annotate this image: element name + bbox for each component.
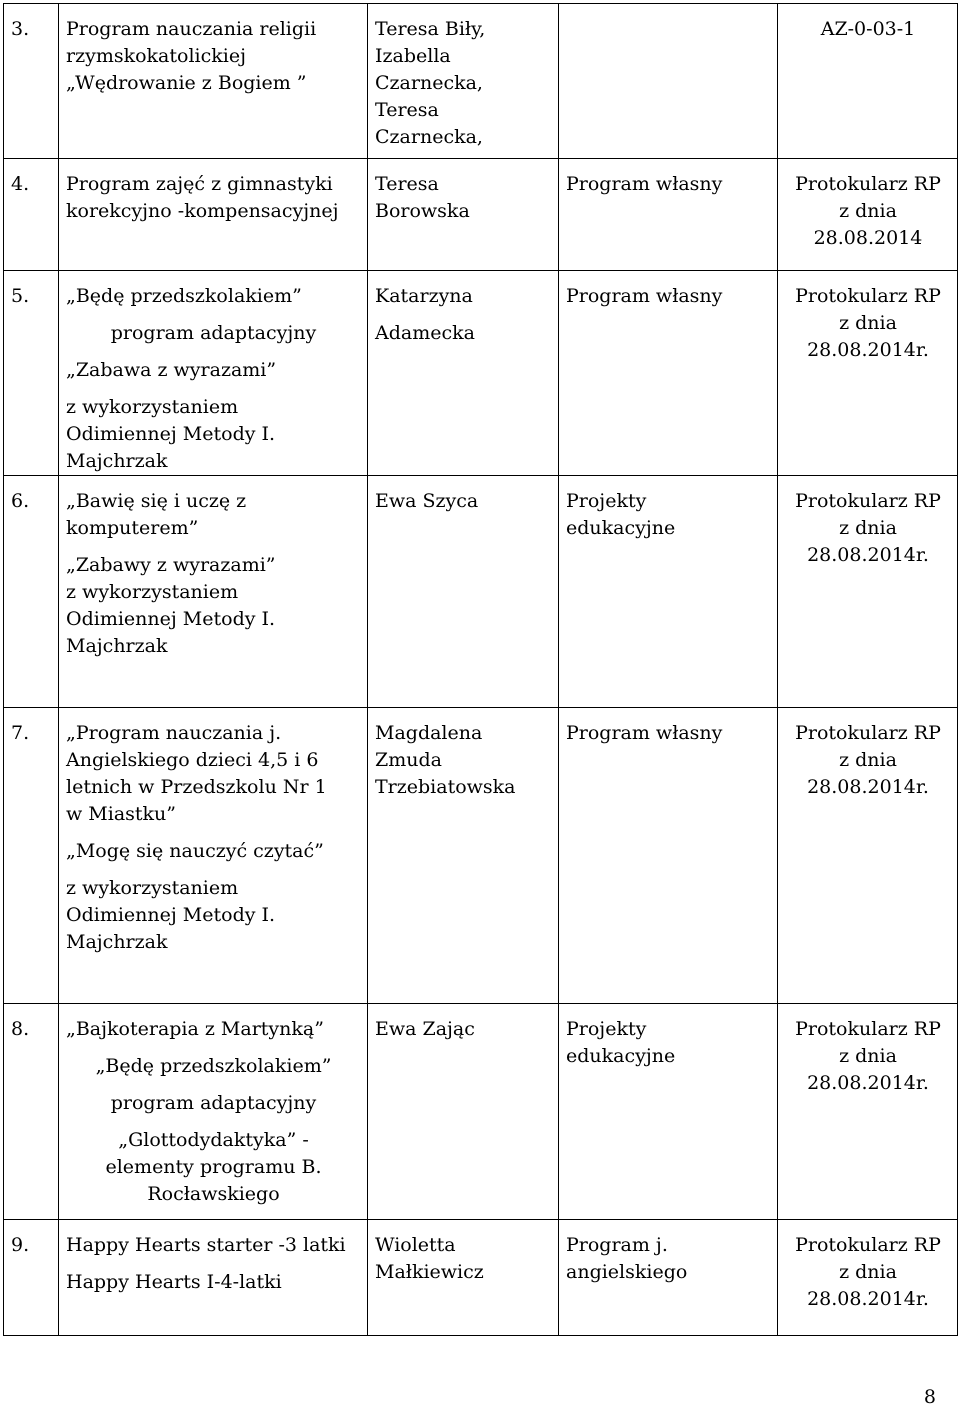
author-cell [368, 476, 559, 708]
author-line: Zmuda [375, 749, 442, 771]
ref-line: Protokularz RP [795, 285, 941, 307]
ref-line: Protokularz RP [795, 1018, 941, 1040]
line-spacer [66, 310, 361, 320]
row-number: 7. [11, 722, 30, 744]
author-line: Ewa Szyca [375, 490, 479, 512]
author-line: Ewa Zając [375, 1018, 475, 1040]
row-number-cell [4, 1004, 59, 1220]
author-cell [368, 708, 559, 1004]
type-line: Program własny [566, 173, 723, 195]
reference-cell [778, 1004, 958, 1220]
ref-line: z dnia [839, 200, 897, 222]
ref-line: z dnia [839, 1261, 897, 1283]
row-number-cell [4, 4, 59, 159]
title-line: Happy Hearts I-4-latki [66, 1271, 282, 1293]
ref-line: 28.08.2014r. [807, 776, 929, 798]
ref-line: AZ-0-03-1 [820, 18, 916, 40]
title-line: „Program nauczania j. [66, 722, 282, 744]
line-spacer [66, 1080, 361, 1090]
title-line: „Wędrowanie z Bogiem ” [66, 72, 307, 94]
author-line: Katarzyna [375, 285, 473, 307]
title-line: „Zabawa z wyrazami” [66, 359, 277, 381]
author-line: Czarnecka, [375, 126, 483, 148]
program-type-cell [559, 1220, 778, 1336]
title-line: Happy Hearts starter -3 latki [66, 1234, 346, 1256]
title-line: „Bajkoterapia z Martynką” [66, 1018, 324, 1040]
ref-line: Protokularz RP [795, 1234, 941, 1256]
title-line: korekcyjno -kompensacyjnej [66, 200, 339, 222]
author-line: Borowska [375, 200, 470, 222]
title-line: z wykorzystaniem [66, 396, 239, 418]
type-line: Projekty [566, 1018, 647, 1040]
author-line: Izabella [375, 45, 451, 67]
programs-table-body [4, 4, 958, 1336]
row-number: 6. [11, 490, 30, 512]
title-line: „Będę przedszkolakiem” [95, 1055, 332, 1077]
row-number: 3. [11, 18, 30, 40]
author-cell [368, 1004, 559, 1220]
row-number-cell [4, 476, 59, 708]
row-number: 5. [11, 285, 30, 307]
reference-cell [778, 4, 958, 159]
author-line: Wioletta [375, 1234, 456, 1256]
reference-cell [778, 476, 958, 708]
title-line: Odimiennej Metody I. [66, 904, 276, 926]
type-line: Program własny [566, 285, 723, 307]
table-row [4, 708, 958, 1004]
program-title-cell [59, 159, 368, 271]
author-cell [368, 1220, 559, 1336]
title-line: z wykorzystaniem [66, 877, 239, 899]
table-row [4, 4, 958, 159]
type-line: Program j. [566, 1234, 668, 1256]
table-row [4, 271, 958, 476]
author-line: Teresa [375, 99, 439, 121]
row-number-cell [4, 271, 59, 476]
title-line: „Zabawy z wyrazami” [66, 554, 276, 576]
title-line: z wykorzystaniem [66, 581, 239, 603]
line-spacer [66, 865, 361, 875]
author-line: Teresa [375, 173, 439, 195]
ref-line: 28.08.2014r. [807, 1288, 929, 1310]
program-title-cell [59, 1004, 368, 1220]
author-line: Małkiewicz [375, 1261, 484, 1283]
line-spacer [66, 828, 361, 838]
line-spacer [66, 542, 361, 552]
title-line: rzymskokatolickiej [66, 45, 246, 67]
row-number-cell [4, 1220, 59, 1336]
row-number-cell [4, 708, 59, 1004]
title-line: komputerem” [66, 517, 199, 539]
ref-line: z dnia [839, 312, 897, 334]
reference-cell [778, 271, 958, 476]
ref-line: z dnia [839, 517, 897, 539]
title-line: Majchrzak [66, 931, 168, 953]
ref-line: 28.08.2014r. [807, 1072, 929, 1094]
title-line: Program nauczania religii [66, 18, 317, 40]
line-spacer [66, 1043, 361, 1053]
ref-line: 28.08.2014r. [807, 339, 929, 361]
type-line: Program własny [566, 722, 723, 744]
ref-line: 28.08.2014r. [807, 544, 929, 566]
table-row [4, 476, 958, 708]
line-spacer [66, 384, 361, 394]
program-type-cell [559, 271, 778, 476]
ref-line: Protokularz RP [795, 722, 941, 744]
program-type-cell [559, 159, 778, 271]
ref-line: 28.08.2014 [813, 227, 923, 249]
table-row [4, 159, 958, 271]
reference-cell [778, 159, 958, 271]
author-cell [368, 271, 559, 476]
row-number: 4. [11, 173, 30, 195]
reference-cell [778, 1220, 958, 1336]
row-number: 8. [11, 1018, 30, 1040]
title-line: „Będę przedszkolakiem” [66, 285, 302, 307]
title-line: Majchrzak [66, 635, 168, 657]
title-line: letnich w Przedszkolu Nr 1 [66, 776, 327, 798]
author-line: Teresa Biły, [375, 18, 486, 40]
title-line: Majchrzak [66, 450, 168, 472]
program-type-cell [559, 476, 778, 708]
title-line: program adaptacyjny [110, 322, 317, 344]
line-spacer [66, 347, 361, 357]
program-title-cell [59, 271, 368, 476]
title-line: „Mogę się nauczyć czytać” [66, 840, 324, 862]
ref-line: Protokularz RP [795, 490, 941, 512]
table-row [4, 1004, 958, 1220]
ref-line: z dnia [839, 1045, 897, 1067]
author-cell [368, 4, 559, 159]
type-line: edukacyjne [566, 1045, 676, 1067]
row-number: 9. [11, 1234, 30, 1256]
program-type-cell [559, 708, 778, 1004]
program-type-cell [559, 4, 778, 159]
ref-line: z dnia [839, 749, 897, 771]
author-line: Trzebiatowska [375, 776, 516, 798]
reference-cell [778, 708, 958, 1004]
line-spacer [375, 310, 552, 320]
title-line: w Miastku” [66, 803, 177, 825]
title-line: Odimiennej Metody I. [66, 608, 276, 630]
programs-table [3, 3, 958, 1336]
author-line: Adamecka [375, 322, 475, 344]
program-title-cell [59, 476, 368, 708]
line-spacer [66, 1117, 361, 1127]
title-line: Program zajęć z gimnastyki [66, 173, 333, 195]
line-spacer [66, 1259, 361, 1269]
program-title-cell [59, 708, 368, 1004]
type-line: angielskiego [566, 1261, 688, 1283]
page-number: 8 [923, 1386, 936, 1408]
type-line: edukacyjne [566, 517, 676, 539]
type-line: Projekty [566, 490, 647, 512]
title-line: Rocławskiego [147, 1183, 280, 1205]
title-line: „Bawię się i uczę z [66, 490, 247, 512]
title-line: Angielskiego dzieci 4,5 i 6 [66, 749, 319, 771]
title-line: „Glottodydaktyka” - [118, 1129, 309, 1151]
author-line: Czarnecka, [375, 72, 483, 94]
program-title-cell [59, 1220, 368, 1336]
table-row [4, 1220, 958, 1336]
author-line: Magdalena [375, 722, 483, 744]
author-cell [368, 159, 559, 271]
ref-line: Protokularz RP [795, 173, 941, 195]
title-line: elementy programu B. [105, 1156, 322, 1178]
program-type-cell [559, 1004, 778, 1220]
title-line: Odimiennej Metody I. [66, 423, 276, 445]
row-number-cell [4, 159, 59, 271]
title-line: program adaptacyjny [110, 1092, 317, 1114]
program-title-cell [59, 4, 368, 159]
